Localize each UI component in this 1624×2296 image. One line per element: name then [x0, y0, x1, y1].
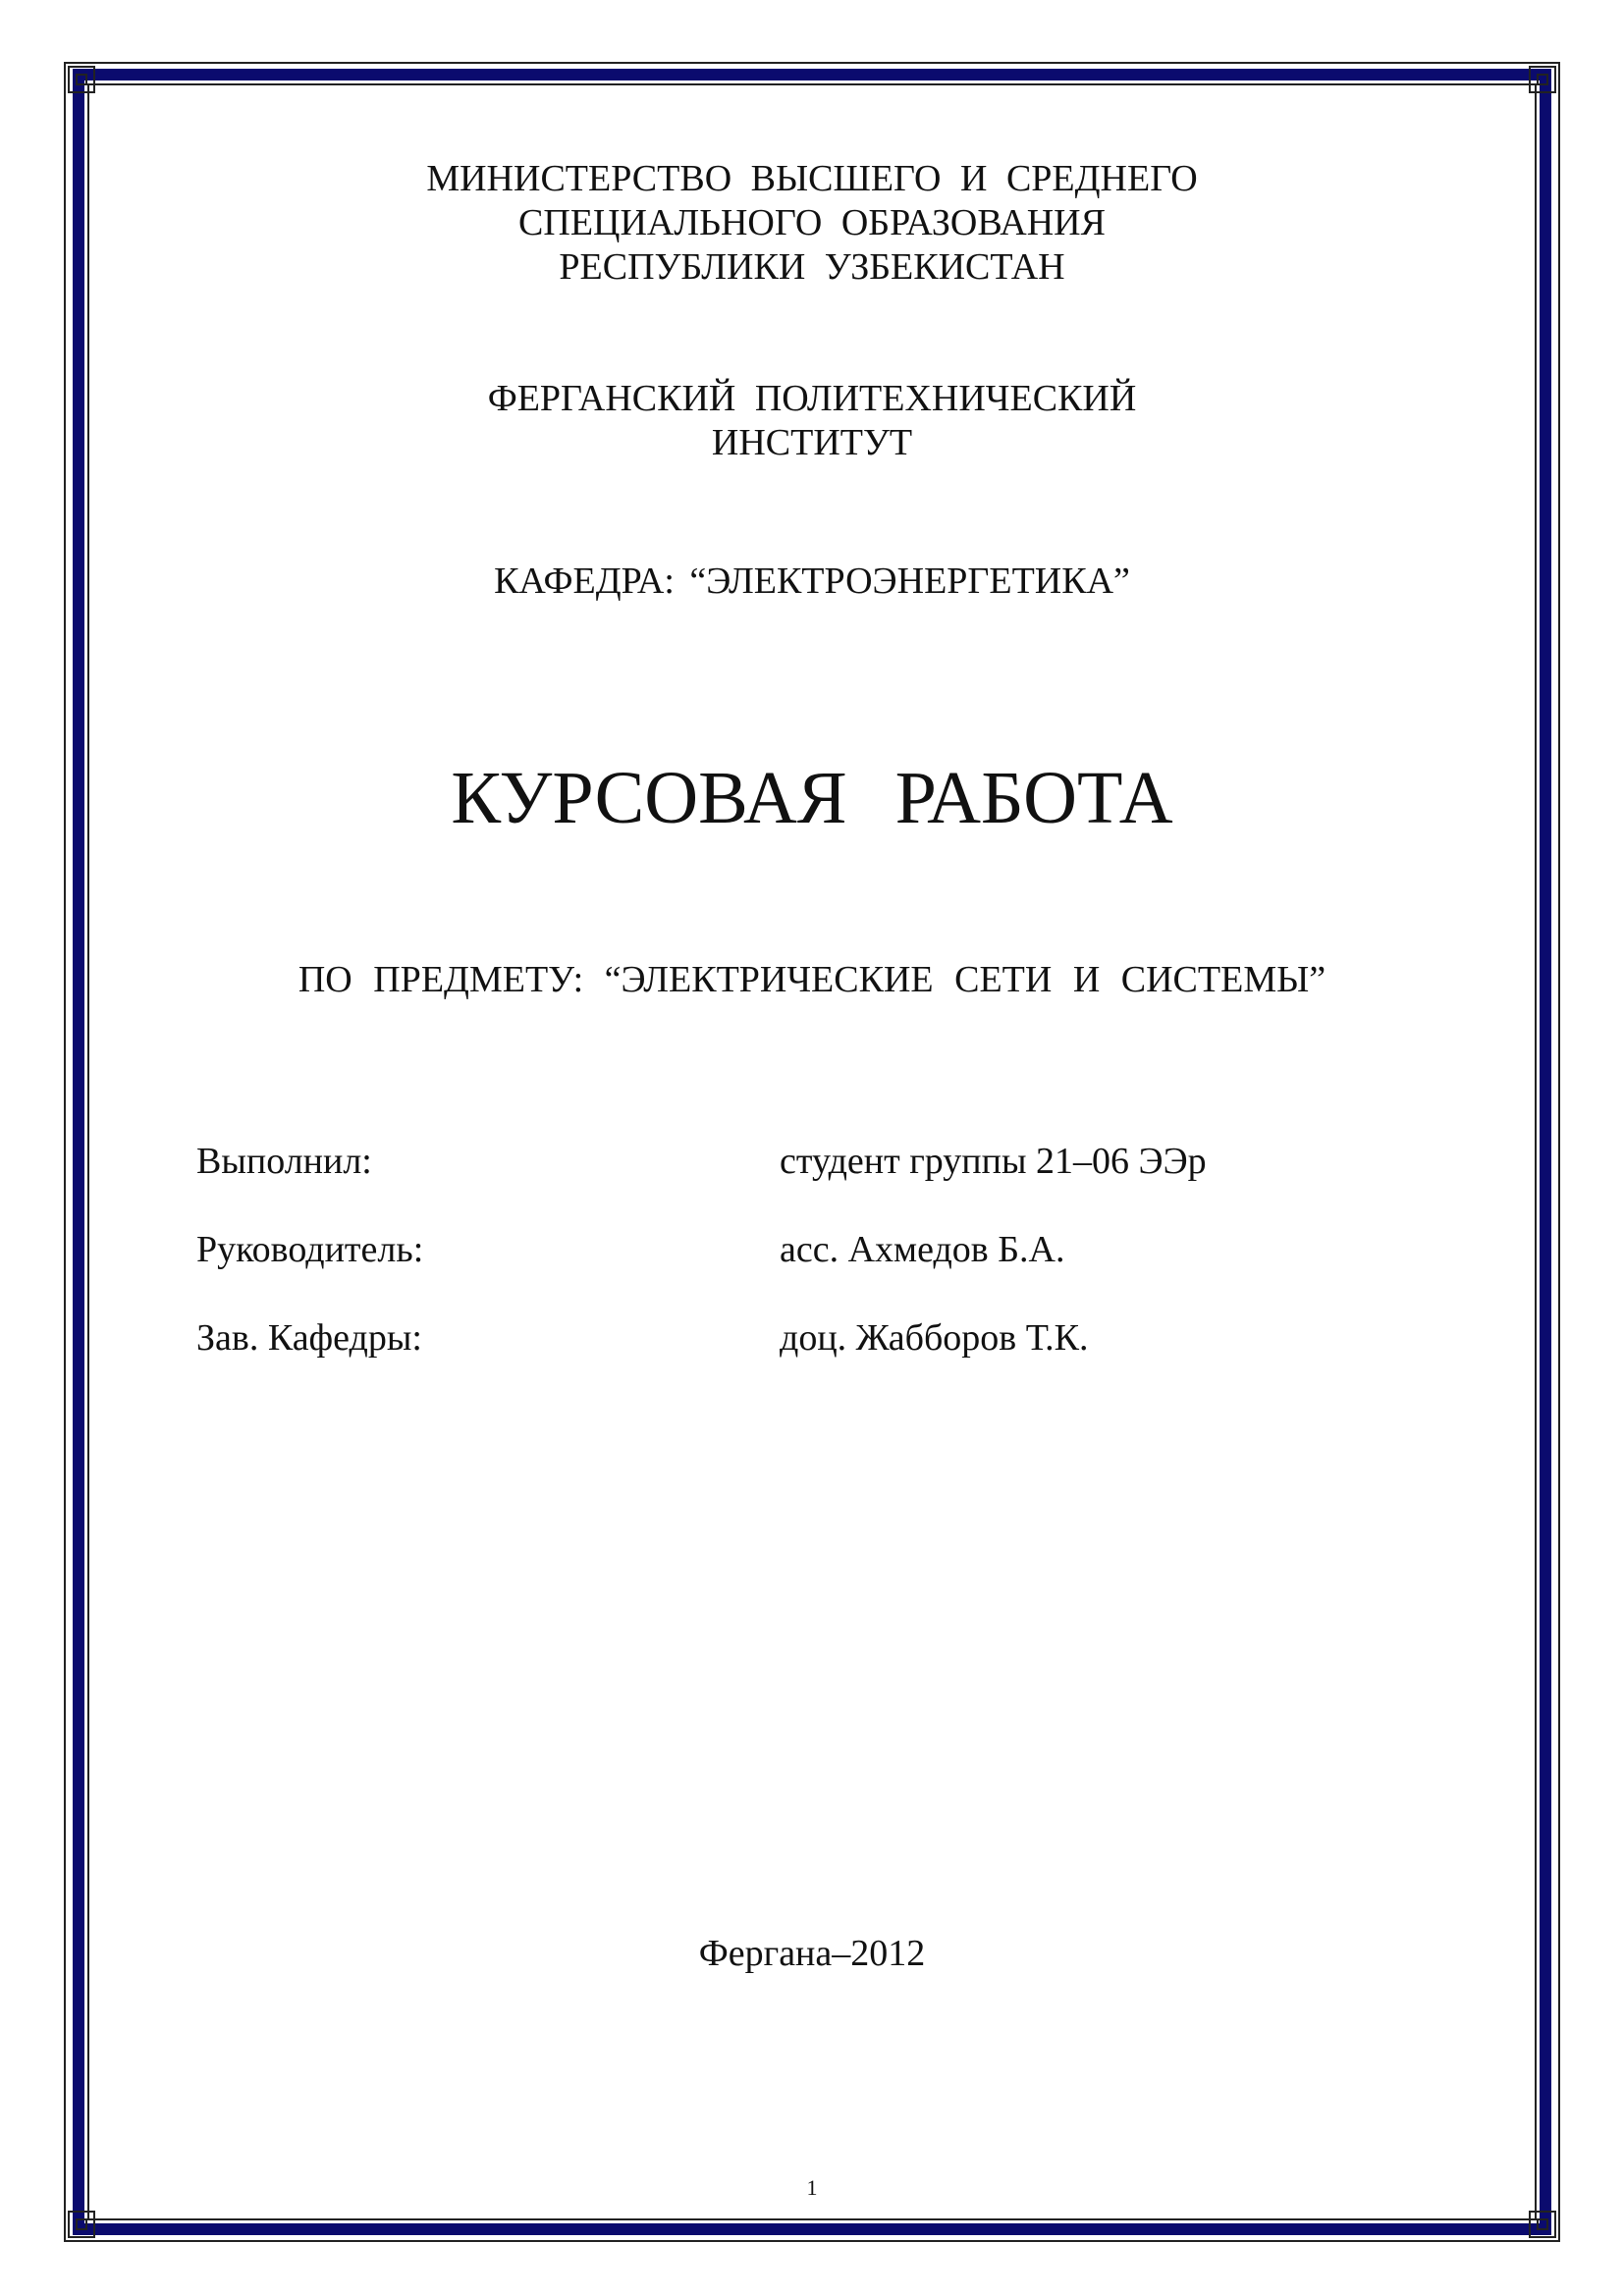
info-row-head-of-department [196, 1313, 1434, 1362]
subject-text: ПО ПРЕДМЕТУ: “ЭЛЕКТРИЧЕСКИЕ СЕТИ И СИСТЕМЫ” [298, 959, 1326, 1000]
institute-heading [0, 377, 1624, 465]
page-number-text: 1 [806, 2175, 818, 2200]
department-text: КАФЕДРА: “ЭЛЕКТРОЭНЕРГЕТИКА” [494, 561, 1130, 602]
ministry-heading [0, 157, 1624, 290]
work-title-text: КУРСОВАЯ РАБОТА [451, 757, 1173, 839]
subject-line [0, 958, 1624, 1002]
info-label-supervisor: Руководитель: [196, 1229, 424, 1270]
info-value-author: студент группы 21–06 ЭЭр [780, 1141, 1207, 1182]
ministry-line-3: РЕСПУБЛИКИ УЗБЕКИСТАН [559, 246, 1065, 288]
info-row-supervisor [196, 1225, 1434, 1274]
info-value-supervisor: асс. Ахмедов Б.А. [780, 1229, 1065, 1270]
info-row-author [196, 1137, 1434, 1186]
ministry-line-2: СПЕЦИАЛЬНОГО ОБРАЗОВАНИЯ [518, 202, 1106, 243]
info-label-head-of-department: Зав. Кафедры: [196, 1317, 422, 1359]
city-year [0, 1932, 1624, 1976]
page-number [0, 2177, 1624, 2199]
city-year-text: Фергана–2012 [698, 1933, 926, 1974]
institute-line-1: ФЕРГАНСКИЙ ПОЛИТЕХНИЧЕСКИЙ [487, 378, 1137, 419]
institute-line-2: ИНСТИТУТ [711, 422, 913, 463]
department-heading [0, 560, 1624, 604]
work-title [0, 754, 1624, 842]
info-value-head-of-department: доц. Жабборов Т.К. [780, 1317, 1089, 1359]
info-label-author: Выполнил: [196, 1141, 372, 1182]
ministry-line-1: МИНИСТЕРСТВО ВЫСШЕГО И СРЕДНЕГО [426, 158, 1198, 199]
